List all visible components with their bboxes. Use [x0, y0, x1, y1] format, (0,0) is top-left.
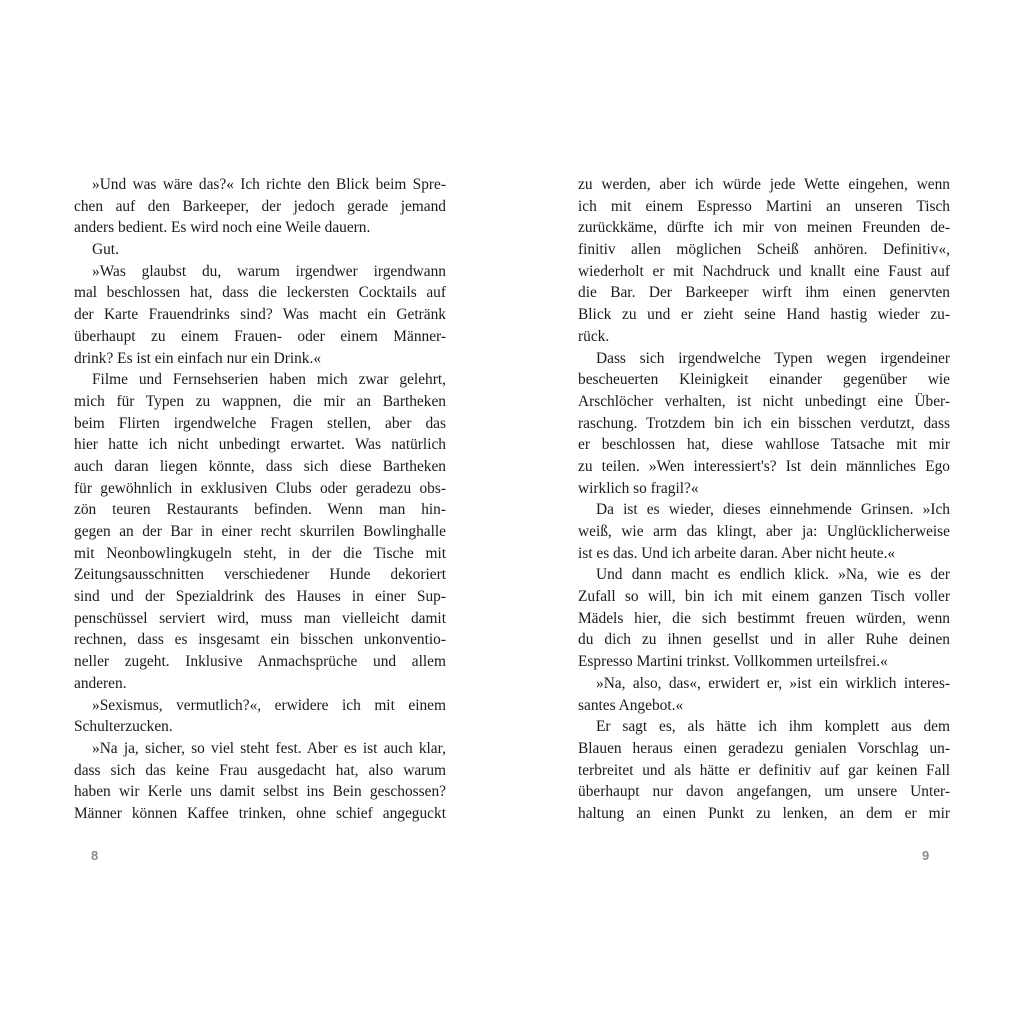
text-line: Gut. — [92, 241, 119, 259]
text-line: terbreitet und als hätte er definitiv auf gar keinen Fall — [578, 761, 950, 779]
text-line: zön teuren Restaurants befinden. Wenn man hin- — [74, 501, 446, 519]
text-line: mich für Typen zu wappnen, die mir an Bartheken — [74, 392, 446, 410]
text-line: Dass sich irgendwelche Typen wegen irgendeiner — [596, 349, 950, 367]
text-line: Zeitungsausschnitten verschiedener Hunde dekoriert — [74, 566, 446, 584]
text-line: Und dann macht es endlich klick. »Na, wie es der — [596, 566, 950, 584]
text-line: er beschlossen hat, diese wahllose Tatsache mit mir — [578, 436, 950, 454]
text-line: bescheuerten Kleinigkeit einander gegenüber wie — [578, 371, 950, 389]
text-line: rechnen, dass es insgesamt ein bisschen unkonventio- — [74, 631, 446, 649]
text-line: rück. — [578, 327, 610, 345]
text-line: haltung an einen Punkt zu lenken, an dem er mir — [578, 804, 950, 822]
text-line: dass sich das keine Frau ausgedacht hat, also warum — [74, 761, 446, 779]
text-line: Espresso Martini trinkst. Vollkommen urteilsfrei.« — [578, 653, 888, 671]
text-line: zu teilen. »Wen interessiert's? Ist dein männliches Ego — [578, 457, 950, 475]
text-line: »Na, also, das«, erwidert er, »ist ein wirklich interes- — [596, 674, 950, 692]
text-line: Arschlöcher verhalten, ist nicht unbedingt eine Über- — [578, 392, 950, 410]
text-line: mit Neonbowlingkugeln steht, in der die Tische mit — [74, 544, 446, 562]
text-line: überhaupt nur davon angefangen, um unsere Unter- — [578, 783, 950, 801]
text-line: weiß, wie arm das klingt, aber ja: Unglücklicherweise — [578, 523, 950, 540]
text-line: du dich zu ihnen gesellst und in aller Ruhe deinen — [578, 631, 950, 649]
text-line: finitiv allen möglichen Scheiß anhören. Definitiv«, — [578, 241, 950, 259]
left-page-number: 8 — [91, 848, 99, 863]
right-page-text — [578, 174, 950, 825]
text-line: mal beschlossen hat, dass die leckersten Cocktails auf — [74, 284, 446, 302]
text-line: raschung. Trotzdem bin ich ein bisschen verdutzt, dass — [578, 414, 950, 432]
text-line: für gewöhnlich in exklusiven Clubs oder geradezu obs- — [74, 479, 446, 497]
text-line: die Bar. Der Barkeeper wirft ihm einen genervten — [578, 284, 950, 302]
text-line: ich mit einem Espresso Martini an unseren Tisch — [578, 197, 950, 215]
text-line: drink? Es ist ein einfach nur ein Drink.« — [74, 349, 322, 367]
text-line: Blick zu und er zieht seine Hand hastig wieder zu- — [578, 306, 950, 324]
text-line: der Karte Frauendrinks sind? Was macht ein Getränk — [74, 306, 446, 324]
text-line: Zufall so will, bin ich mit einem ganzen Tisch voller — [578, 588, 950, 606]
text-line: Da ist es wieder, dieses einnehmende Grinsen. »Ich — [596, 501, 950, 519]
text-line: penschüssel serviert wird, muss man vielleicht damit — [74, 609, 446, 627]
text-line: Er sagt es, als hätte ich ihm komplett aus dem — [596, 718, 950, 736]
text-line: »Sexismus, vermutlich?«, erwidere ich mit einem — [92, 696, 446, 714]
text-line: »Was glaubst du, warum irgendwer irgendwann — [92, 262, 446, 280]
text-line: zu werden, aber ich würde jede Wette eingehen, wenn — [578, 176, 950, 193]
text-line: gegen an der Bar in einer recht skurrilen Bowlinghalle — [74, 523, 446, 540]
left-page-text — [74, 174, 446, 825]
text-line: anderen. — [74, 674, 127, 692]
text-line: wiederholt er mit Nachdruck und knallt eine Faust auf — [578, 262, 950, 280]
text-line: ist es das. Und ich arbeite daran. Aber nicht heute.« — [578, 544, 896, 562]
text-line: Filme und Fernsehserien haben mich zwar gelehrt, — [92, 371, 446, 389]
text-line: haben wir Kerle uns damit selbst ins Bein geschossen? — [74, 783, 446, 801]
right-page-number: 9 — [922, 848, 930, 863]
text-line: chen auf den Barkeeper, der jedoch gerade jemand — [74, 197, 446, 215]
text-line: Schulterzucken. — [74, 718, 173, 736]
text-line: anders bedient. Es wird noch eine Weile dauern. — [74, 219, 371, 237]
text-line: Männer können Kaffee trinken, ohne schief angeguckt — [74, 804, 446, 822]
text-line: auch daran liegen könnte, dass sich diese Bartheken — [74, 457, 446, 475]
text-line: wirklich so fragil?« — [578, 479, 699, 497]
text-line: neller zugeht. Inklusive Anmachsprüche und allem — [74, 653, 446, 671]
text-line: beim Flirten irgendwelche Fragen stellen, aber das — [74, 414, 446, 432]
text-line: »Und was wäre das?« Ich richte den Blick beim Spre- — [92, 176, 446, 193]
text-line: sind und der Spezialdrink des Hauses in einer Sup- — [74, 588, 446, 606]
text-line: santes Angebot.« — [578, 696, 684, 714]
text-line: überhaupt zu einem Frauen- oder einem Männer- — [74, 327, 446, 345]
text-line: Blauen heraus einen geradezu genialen Vorschlag un- — [578, 739, 950, 757]
text-line: zurückkäme, dürfte ich mir von meinen Freunden de- — [578, 219, 950, 237]
text-line: »Na ja, sicher, so viel steht fest. Aber es ist auch klar, — [92, 739, 446, 757]
text-line: hier hatte ich nicht unbedingt erwartet. Was natürlich — [74, 436, 446, 454]
text-line: Mädels hier, die sich bestimmt freuen würden, wenn — [578, 609, 950, 627]
